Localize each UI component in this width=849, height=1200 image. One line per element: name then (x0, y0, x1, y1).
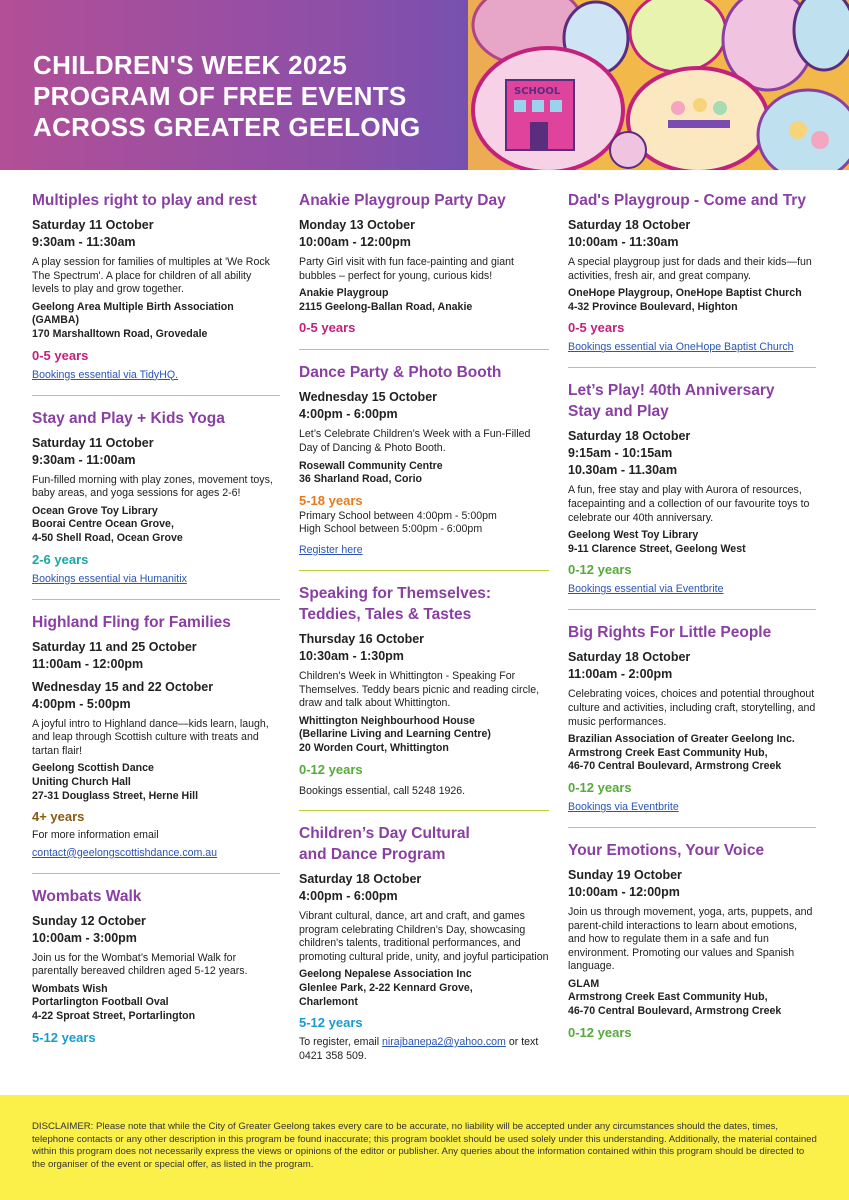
venue-line: Glenlee Park, 2-22 Kennard Grove, (299, 982, 473, 995)
venue-line: Brazilian Association of Greater Geelong Inc. (568, 733, 795, 746)
event-title: Dance Party & Photo Booth (299, 364, 502, 382)
disclaimer-text: DISCLAIMER: Please note that while the City of Greater Geelong takes every care to be accurate, no liability will be accepted under any circumstances should the dates, times, telephone contacts or any other description in this program be found inaccurate; this program booklet should be used solely under this understanding. Additionally, the material contained within this program does not necessarily express the views or opinions of the editor or publisher. Any queries about the information contained within this program should be directed to the organiser of the event or special offer, as listed in the program. (32, 1121, 817, 1170)
event-time: 10:00am - 3:00pm (32, 930, 137, 945)
booking-link[interactable]: Bookings essential via Humanitix (32, 572, 187, 585)
event-lets-play (568, 380, 816, 610)
title-line-1: CHILDREN'S WEEK 2025 (33, 50, 348, 80)
event-age: 2-6 years (32, 551, 89, 567)
venue-line: 46-70 Central Boulevard, Armstrong Creek (568, 760, 782, 773)
event-age: 0-12 years (568, 562, 632, 578)
info-text: To register, email (299, 1036, 380, 1049)
venue-line: OneHope Playgroup, OneHope Baptist Church (568, 287, 802, 300)
event-title: Multiples right to play and rest (32, 192, 257, 209)
event-title: Big Rights For Little People (568, 624, 772, 642)
event-venue (568, 529, 816, 556)
event-info (299, 1035, 549, 1063)
venue-line: Geelong Area Multiple Birth Association (GAMBA) (32, 300, 234, 327)
title-line: Let’s Play! 40th Anniversary (568, 382, 775, 400)
title-line: Speaking for Themselves: (299, 584, 492, 602)
venue-line: Geelong Scottish Dance (32, 762, 154, 775)
event-description: Join us for the Wombat’s Memorial Walk for parentally bereaved children aged 5-12 years. (32, 951, 248, 978)
email-link[interactable]: nirajbanepa2@yahoo.com (382, 1036, 506, 1049)
event-venue (299, 460, 549, 487)
event-time: 10:00am - 12:00pm (568, 884, 680, 899)
event-time: 4:00pm - 5:00pm (32, 696, 131, 711)
event-venue (32, 301, 280, 342)
event-highland-fling (32, 612, 280, 874)
event-childrens-day-cultural (299, 823, 549, 1075)
event-title: Highland Fling for Families (32, 613, 231, 631)
event-anakie-playgroup (299, 190, 549, 350)
event-age: 0-12 years (568, 1024, 632, 1040)
event-description: A special playgroup just for dads and their kids—fun activities, fresh air, and great company. (568, 256, 812, 282)
venue-line: 27-31 Douglass Street, Herne Hill (32, 789, 199, 802)
venue-line: Boorai Centre Ocean Grove, (32, 518, 174, 531)
venue-line: Whittington Neighbourhood House (299, 714, 475, 727)
event-description: Celebrating voices, choices and potential throughout culture and activities, including craft, storytelling, and music performances. (568, 688, 816, 728)
event-date: Saturday 11 and 25 October (32, 639, 197, 654)
venue-line: Geelong West Toy Library (568, 529, 699, 542)
event-time: 10:00am - 11:30am (568, 235, 679, 249)
booking-link[interactable]: Bookings essential via TidyHQ. (32, 368, 179, 381)
event-date: Thursday 16 October (299, 631, 425, 646)
event-info: Primary School between 4:00pm - 5:00pm (299, 509, 497, 522)
event-age: 0-5 years (568, 320, 625, 336)
venue-line: 170 Marshalltown Road, Grovedale (32, 327, 208, 340)
event-description: A joyful intro to Highland dance—kids learn, laugh, and leap through Scottish culture with treats and tartan flair! (32, 717, 269, 757)
event-venue (32, 983, 280, 1024)
event-venue (568, 733, 816, 774)
event-time: 4:00pm - 6:00pm (299, 889, 398, 904)
event-date: Sunday 19 October (568, 867, 682, 882)
venue-line: Geelong Nepalese Association Inc (299, 968, 472, 981)
event-stay-and-play (32, 408, 280, 600)
event-info: High School between 5:00pm - 6:00pm (299, 523, 483, 536)
event-title: Anakie Playgroup Party Day (299, 192, 506, 209)
event-date: Saturday 11 October (32, 435, 154, 450)
event-date: Wednesday 15 October (299, 390, 438, 405)
event-dance-party (299, 362, 549, 571)
event-date: Monday 13 October (299, 218, 415, 232)
event-time: 10:00am - 12:00pm (299, 235, 411, 249)
event-date: Sunday 12 October (32, 913, 146, 928)
venue-line: 9-11 Clarence Street, Geelong West (568, 542, 746, 555)
title-line: Stay and Play (568, 403, 669, 421)
event-time: 11:00am - 12:00pm (32, 656, 144, 671)
event-description: A fun, free stay and play with Aurora of resources, facepainting and a collection of our favourite toys to celebrate our 40th anniversary. (568, 484, 810, 524)
event-venue (299, 968, 549, 1009)
event-title: Stay and Play + Kids Yoga (32, 409, 225, 427)
event-age: 0-12 years (568, 779, 632, 795)
event-time: 4:00pm - 6:00pm (299, 407, 398, 422)
venue-line: Armstrong Creek East Community Hub, (568, 991, 768, 1004)
event-time: 9:30am - 11:30am (32, 235, 136, 249)
event-your-emotions (568, 840, 816, 1054)
event-age: 0-5 years (299, 320, 356, 336)
event-description: Join us through movement, yoga, arts, puppets, and parent-child interactions to learn about emotions, and how to regulate them in a safe and fun environment. Promoting our values and Spanish language. (568, 905, 813, 973)
event-title: Your Emotions, Your Voice (568, 841, 765, 859)
event-description: A play session for families of multiples at 'We Rock The Spectrum'. A place for children of all ability levels to play and grow together. (32, 256, 270, 296)
register-link[interactable]: Register here (299, 543, 363, 556)
title-line: Teddies, Tales & Tastes (299, 605, 472, 623)
column-3 (568, 190, 816, 1066)
event-venue (32, 762, 280, 803)
event-dads-playgroup (568, 190, 816, 368)
venue-line: Anakie Playgroup (299, 287, 389, 300)
event-time: 9:15am - 10:15am (568, 446, 673, 461)
disclaimer-box (0, 1095, 849, 1200)
event-info: Bookings essential, call 5248 1926. (299, 784, 466, 797)
info-text: or text 0421 358 509. (299, 1036, 539, 1062)
venue-line: (Bellarine Living and Learning Centre) (299, 728, 491, 741)
event-title (299, 823, 549, 865)
event-venue (32, 505, 280, 546)
venue-line: 20 Worden Court, Whittington (299, 741, 449, 754)
venue-line: Charlemont (299, 995, 358, 1008)
event-age: 5-12 years (32, 1029, 96, 1045)
title-line-3: ACROSS GREATER GEELONG (33, 112, 421, 142)
event-speaking-for-themselves (299, 583, 549, 811)
event-wombats-walk (32, 886, 280, 1059)
venue-line: 2115 Geelong-Ballan Road, Anakie (299, 300, 473, 313)
event-time: 10.30am - 11.30am (568, 463, 678, 478)
event-date: Saturday 18 October (568, 650, 691, 665)
event-description: Fun-filled morning with play zones, movement toys, baby areas, and yoga sessions for ages 2-6! (32, 473, 273, 500)
event-description: Party Girl visit with fun face-painting and giant bubbles – perfect for young, curious kids! (299, 256, 514, 282)
venue-line: Armstrong Creek East Community Hub, (568, 746, 768, 759)
event-venue (299, 715, 549, 756)
artwork-school-label: SCHOOL (514, 86, 561, 97)
event-description: Let’s Celebrate Children’s Week with a Fun-Filled Day of Dancing & Photo Booth. (299, 428, 531, 454)
event-age: 5-18 years (299, 492, 363, 508)
event-venue (568, 287, 816, 314)
event-time: 9:30am - 11:00am (32, 452, 136, 467)
event-multiples (32, 190, 280, 396)
title-line: Children’s Day Cultural (299, 825, 470, 843)
booking-link[interactable]: Bookings via Eventbrite (568, 800, 679, 813)
venue-line: 36 Sharland Road, Corio (299, 473, 423, 486)
event-title: Dad's Playgroup - Come and Try (568, 192, 806, 209)
venue-line: Rosewall Community Centre (299, 459, 443, 472)
venue-line: 46-70 Central Boulevard, Armstrong Creek (568, 1005, 782, 1018)
event-info: For more information email (32, 829, 159, 842)
event-title (568, 380, 816, 422)
booking-link[interactable]: Bookings essential via OneHope Baptist Church (568, 341, 794, 354)
header-banner (0, 0, 849, 170)
event-age: 0-12 years (299, 761, 363, 777)
event-date: Saturday 18 October (568, 429, 691, 444)
event-date: Saturday 18 October (299, 872, 422, 887)
event-venue (299, 287, 549, 314)
children-artwork (468, 0, 849, 170)
event-venue (568, 978, 816, 1019)
event-age: 4+ years (32, 809, 85, 825)
event-age: 0-5 years (32, 347, 89, 363)
venue-line: 4-22 Sproat Street, Portarlington (32, 1010, 196, 1023)
venue-line: 4-50 Shell Road, Ocean Grove (32, 531, 183, 544)
event-date: Saturday 18 October (568, 218, 691, 232)
title-line-2: PROGRAM OF FREE EVENTS (33, 81, 407, 111)
booking-link[interactable]: Bookings essential via Eventbrite (568, 583, 724, 596)
page-title (33, 50, 421, 143)
venue-line: Wombats Wish (32, 982, 108, 995)
event-time: 10:30am - 1:30pm (299, 648, 404, 663)
event-age: 5-12 years (299, 1015, 363, 1031)
venue-line: 4-32 Province Boulevard, Highton (568, 300, 738, 313)
venue-line: GLAM (568, 977, 600, 990)
event-date: Saturday 11 October (32, 218, 154, 232)
title-line: and Dance Program (299, 846, 446, 864)
event-time: 11:00am - 2:00pm (568, 667, 673, 682)
venue-line: Uniting Church Hall (32, 775, 131, 788)
email-link[interactable]: contact@geelongscottishdance.com.au (32, 846, 218, 859)
column-2 (299, 190, 549, 1087)
event-title (299, 583, 549, 625)
venue-line: Ocean Grove Toy Library (32, 504, 158, 517)
column-1 (32, 190, 280, 1071)
event-title: Wombats Walk (32, 887, 142, 905)
event-big-rights (568, 622, 816, 828)
event-date: Wednesday 15 and 22 October (32, 679, 214, 694)
event-description: Vibrant cultural, dance, art and craft, and games program celebrating Children’s Day, showcasing children's talents, traditional performances, and promoting cultural pride, unity, and joyful participation (299, 910, 549, 963)
event-description: Children's Week in Whittington - Speaking For Themselves. Teddy bears picnic and reading circle, draw and talk about Whittington. (299, 669, 540, 710)
venue-line: Portarlington Football Oval (32, 996, 169, 1009)
